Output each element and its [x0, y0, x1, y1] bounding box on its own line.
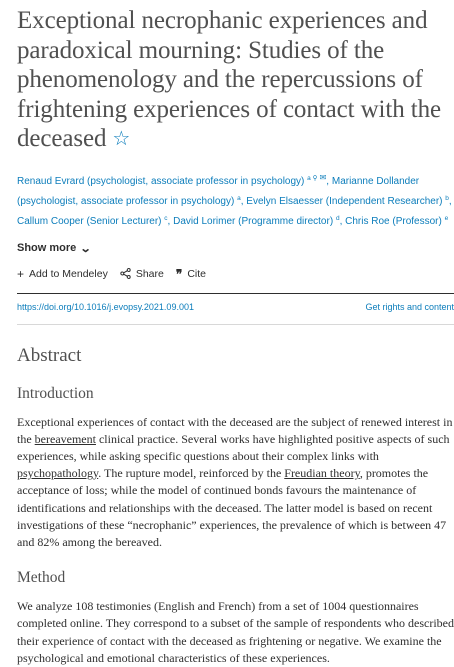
- share-label: Share: [135, 267, 164, 280]
- quote-icon: ❞: [175, 266, 183, 281]
- add-to-mendeley-button[interactable]: [17, 268, 108, 280]
- doi-link[interactable]: https://doi.org/10.1016/j.evopsy.2021.09.001: [17, 301, 194, 312]
- person-icon[interactable]: ⚲: [310, 174, 318, 182]
- bereavement-link[interactable]: bereavement: [34, 431, 96, 446]
- abstract-heading: Abstract: [17, 344, 82, 366]
- affiliation-sup[interactable]: c: [164, 214, 168, 222]
- affiliation-sup[interactable]: a: [237, 194, 241, 202]
- envelope-icon[interactable]: ✉: [317, 172, 327, 182]
- affiliation-sup[interactable]: e: [444, 214, 449, 222]
- method-paragraph: We analyze 108 testimonies (English and French) from a set of 1004 questionnaires completed online. They correspond to a subset of the sample of respondents who described their experience of contact with the deceased as frightening or negative. We examine the psychological and emotional characteristics of these experiences.: [17, 599, 454, 665]
- author-list: Renaud Evrard (psychologist, associate professor in psychology) $^{a ⚲ ✉}$, Marianne Dollander (psychologist, associate professor in psychology) $^a$, Evelyn Elsaesser (Independent Researcher) $^b$, Callum Cooper (Senior Lecturer) $^c$, David Lorimer (Programme director) $^d$, Chris Roe (Professor) $^e$: [17, 172, 452, 227]
- affiliation-sup[interactable]: d: [335, 214, 340, 222]
- share-icon: [120, 268, 131, 279]
- title-text: Exceptional necrophanic experiences and paradoxical mourning: Studies of the phenomenology and the repercussions of frightening experiences of contact with the deceased: [17, 7, 442, 152]
- rights-link[interactable]: Get rights and content: [365, 301, 454, 312]
- add-label: Add to Mendeley: [29, 267, 108, 280]
- doi-row: [17, 302, 454, 312]
- author-link[interactable]: Renaud Evrard (psychologist, associate professor in psychology): [17, 175, 305, 187]
- affiliation-sup[interactable]: b: [445, 194, 449, 202]
- show-more-button[interactable]: [17, 242, 454, 255]
- introduction-paragraph: Exceptional experiences of contact with the deceased are the subject of renewed interest in the bereavement clinical practice. Several works have highlighted positive aspects of such experiences, while asking specific questions about their complex links with psychopathology. The rupture model, reinforced by the Freudian theory, promotes the acceptance of loss; while the model of continued bonds favours the maintenance of identifications and relationships with the deceased. The latter model is based on recent investigations of these “necrophanic” experiences, the prevalence of which is between 47 and 82% among the bereaved.: [17, 414, 453, 549]
- show-more-label: Show more: [17, 242, 77, 254]
- chevron-down-icon: ⌄: [79, 242, 92, 255]
- affiliation-sup[interactable]: a ⚲ ✉: [307, 172, 327, 182]
- star-icon[interactable]: ☆: [112, 128, 131, 150]
- author-link[interactable]: Evelyn Elsaesser (Independent Researcher): [246, 195, 443, 207]
- author-link[interactable]: Callum Cooper (Senior Lecturer): [17, 215, 162, 227]
- introduction-heading: Introduction: [17, 384, 94, 402]
- author-link[interactable]: Chris Roe (Professor): [345, 215, 442, 227]
- divider: [17, 293, 454, 294]
- cite-button[interactable]: [176, 268, 206, 280]
- method-heading: Method: [17, 569, 66, 587]
- article-title: [17, 0, 447, 155]
- author-link[interactable]: David Lorimer (Programme director): [173, 215, 334, 227]
- share-button[interactable]: [120, 268, 164, 280]
- article-actions: [17, 268, 454, 280]
- cite-label: Cite: [187, 267, 207, 280]
- divider: [17, 324, 454, 325]
- plus-icon: +: [17, 266, 25, 281]
- freudian-theory-link[interactable]: Freudian theory: [284, 466, 360, 481]
- psychopathology-link[interactable]: psychopathology: [17, 466, 99, 481]
- article-container: [17, 0, 454, 667]
- author-link[interactable]: Marianne Dollander (psychologist, associate professor in psychology): [17, 175, 420, 207]
